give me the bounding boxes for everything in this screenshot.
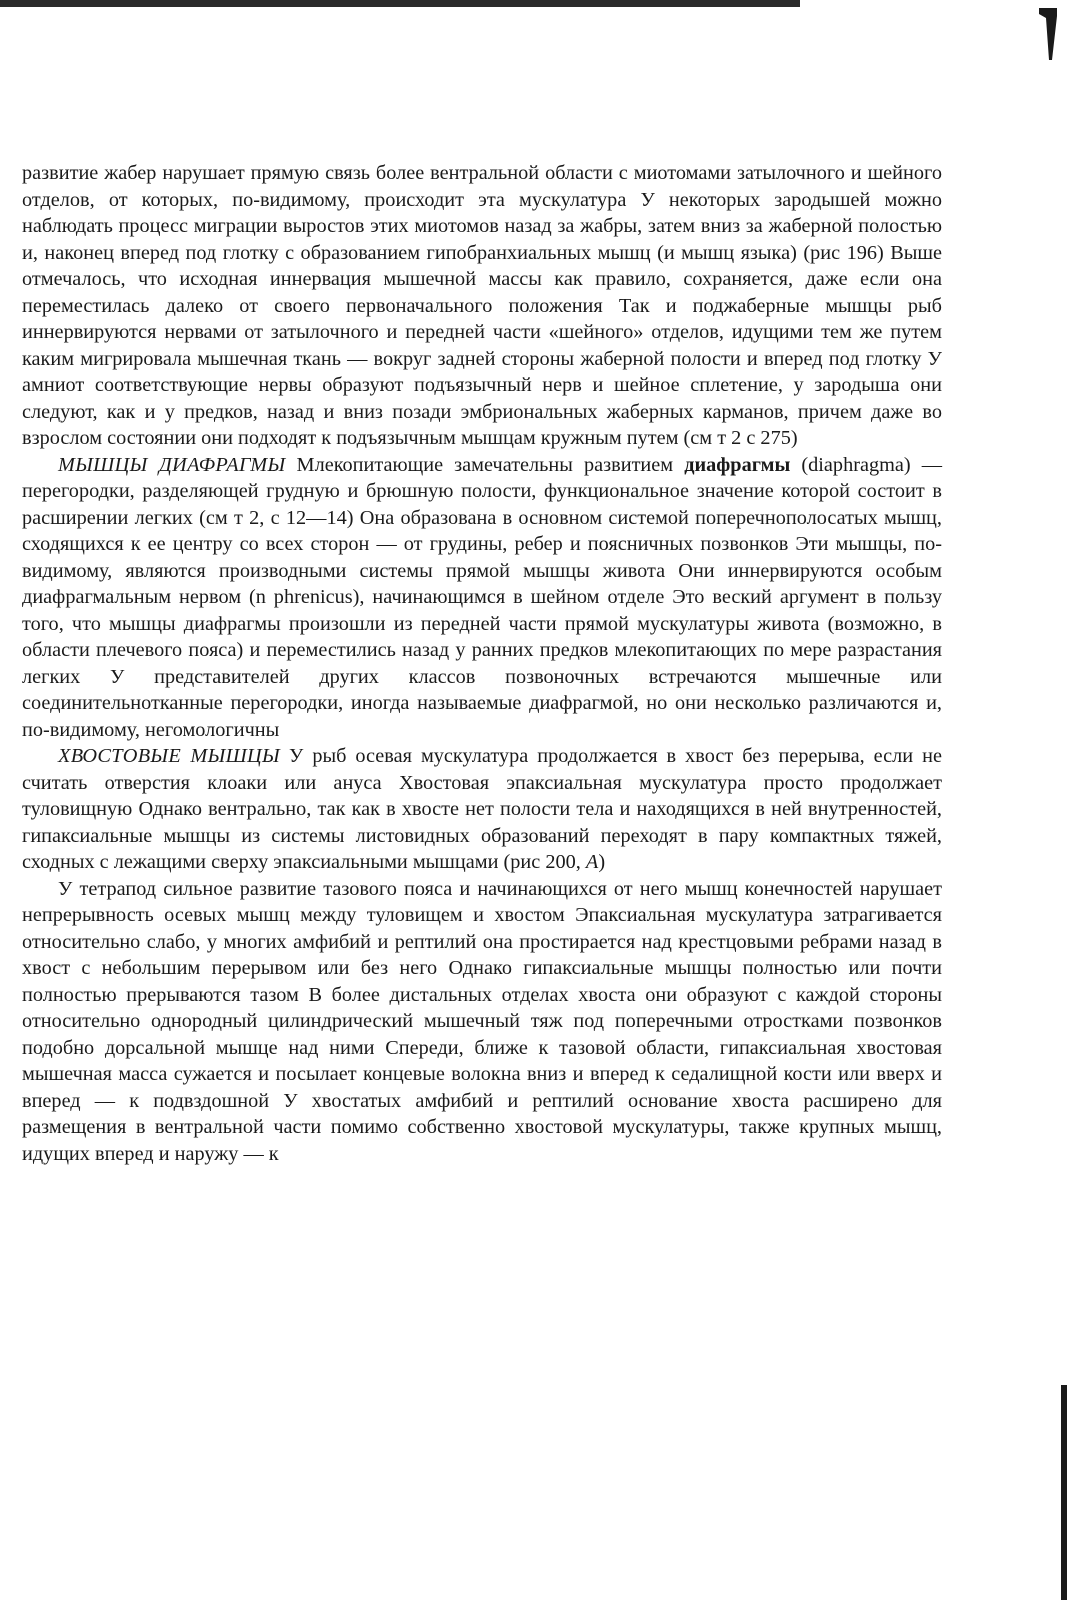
top-scan-edge bbox=[0, 0, 800, 7]
term-diaphragm: диафрагмы bbox=[684, 453, 791, 476]
paragraph-diaphragm bbox=[22, 452, 942, 744]
section-heading-tail-muscles: ХВОСТОВЫЕ МЫШЦЫ bbox=[58, 745, 280, 767]
tail-text-start: У рыб осевая мускулатура продолжается в хвост без перерыва, если не считать отверстия клоаки или ануса Хвостовая эпаксиальная мускулатура просто продолжает туловищную Однако вентрально, так как в хвосте нет полости тела и находящихся в ней внутренностей, гипаксиальные мышцы из системы листовидных образований переходят в пару компактных тяжей, сходных с лежащими сверху эпаксиальными мышцами (рис 200, bbox=[22, 745, 943, 873]
diaphragm-text-rest: (diaphragma) — перегородки, разделяющей грудную и брюшную полости, функциональное значение которой состоит в расширении легких (см т 2, с 12—14) Она образована в основном системой поперечнополосатых мышц, сходящихся к ее центру со всех сторон — от грудины, ребер и поясничных позвонков Эти мышцы, по-видимому, являются производными системы прямой мышцы живота Они иннервируются особым диафрагмальным нервом (n phrenicus), начинающимся в шейном отделе Это веский аргумент в пользу того, что мышцы диафрагмы произошли из передней части прямой мускулатуры живота (возможно, в области плечевого пояса) и переместились назад у ранних предков млекопитающих по мере разрастания легких У представителей других классов позвоночных встречаются мышечные или соединительнотканные перегородки, иногда называемые диафрагмой, но они несколько различаются и, по-видимому, негомологичны bbox=[22, 453, 942, 741]
paragraph-tail-muscles bbox=[22, 743, 942, 876]
tail-text-end: ) bbox=[598, 851, 606, 873]
paragraph-tetrapod-tail: У тетрапод сильное развитие тазового пояса и начинающихся от него мышц конечностей нарушает непрерывность осевых мышц между туловищем и хвостом Эпаксиальная мускулатура затрагивается относительно слабо, у многих амфибий и рептилий она простирается над крестцовыми ребрами назад в хвост с небольшим перерывом или без него Однако гипаксиальные мышцы полностью или почти полностью прерываются тазом В более дистальных отделах хвоста они образуют с каждой стороны относительно однородный цилиндрический мышечный тяж под поперечными отростками позвонков подобно дорсальной мышце над ними Спереди, ближе к тазовой области, гипаксиальная хвостовая мышечная масса сужается и посылает концевые волокна вниз и вперед к седалищной кости или вверх и вперед — к подвздошной У хвостатых амфибий и рептилий основание хвоста расширено для размещения в вентральной части помимо собственно хвостовой мускулатуры, также крупных мышц, идущих вперед и наружу — к bbox=[22, 877, 942, 1165]
figure-ref-letter: A bbox=[585, 851, 599, 873]
scan-corner-mark bbox=[1039, 8, 1057, 60]
diaphragm-text-start: Млекопитающие замечательны развитием bbox=[285, 453, 685, 476]
page-body bbox=[22, 160, 942, 1167]
section-heading-diaphragm: МЫШЦЫ ДИАФРАГМЫ bbox=[58, 453, 286, 476]
right-scan-edge bbox=[1061, 1385, 1067, 1600]
paragraph-gill-musculature: развитие жабер нарушает прямую связь более вентральной области с миотомами затылочного и шейного отделов, от которых, по-видимому, происходит эта мускулатура У некоторых зародышей можно наблюдать процесс миграции выростов этих миотомов назад за жабры, затем вниз за жаберной полостью и, наконец вперед под глотку с образованием гипобранхиальных мышц (и мышц языка) (рис 196) Выше отмечалось, что исходная иннервация мышечной массы как правило, сохраняется, даже если она переместилась далеко от своего первоначального положения Так и поджаберные мышцы рыб иннервируются нервами от затылочного и передней части «шейного» отделов, идущими тем же путем каким мигрировала мышечная ткань — вокруг задней стороны жаберной полости и вперед под глотку У амниот соответствующие нервы образуют подъязычный нерв и шейное сплетение, у зародыша они следуют, как и у предков, назад и вниз позади эмбриональных жаберных карманов, причем даже во взрослом состоянии они подходят к подъязычным мышцам кружным путем (см т 2 с 275) bbox=[22, 162, 942, 449]
